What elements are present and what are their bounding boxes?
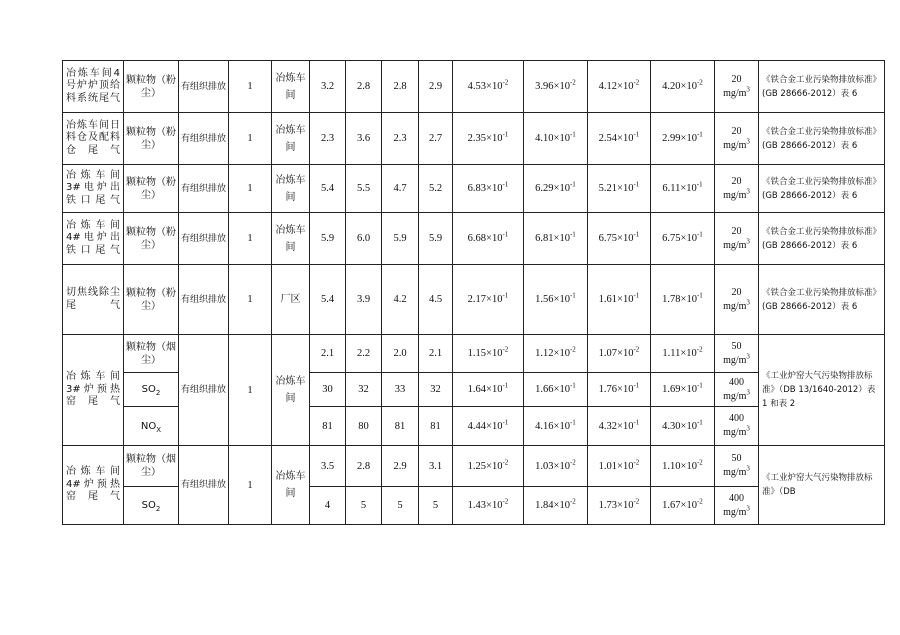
pollutant-subscript: 2 (155, 505, 161, 513)
limit-unit-exponent: 3 (746, 424, 750, 433)
limit-value: 20 (731, 73, 742, 85)
emission-rate (651, 165, 715, 213)
pollutant-name: SO (141, 500, 156, 511)
rate-mantissa: 1.11×10 (662, 348, 697, 359)
rate-mantissa: 1.73×10 (598, 500, 634, 511)
concentration-value: 5 (419, 487, 453, 525)
pollutant-subscript: 2 (155, 389, 161, 397)
limit-value: 400 (729, 376, 744, 388)
limit-unit-exponent: 3 (746, 352, 750, 361)
emission-rate (524, 335, 588, 373)
standard-cell: 《工业炉窑大气污染物排放标准》（DB 13/1640-2012）表 1 和表 2 (759, 335, 885, 446)
limit-value: 50 (731, 453, 742, 464)
pollutant-cell: 颗粒物（粉尘） (124, 61, 179, 113)
concentration-value: 4 (310, 487, 346, 525)
rate-mantissa: 1.43×10 (467, 500, 503, 511)
standard-cell: 《铁合金工业污染物排放标准》(GB 28666-2012）表 6 (759, 113, 885, 165)
concentration-value: 2.0 (382, 335, 419, 373)
emission-rate (453, 446, 524, 487)
outlet-count: 1 (229, 165, 272, 213)
emission-rate (588, 61, 651, 113)
limit-value: 20 (731, 125, 742, 137)
pollutant-cell: 颗粒物（烟尘） (124, 446, 179, 487)
concentration-value: 33 (382, 373, 419, 407)
limit-unit: mg/m (723, 427, 747, 438)
limit-unit: mg/m (723, 239, 747, 251)
emission-rate (524, 487, 588, 525)
rate-exponent: -1 (569, 180, 576, 189)
emission-rate (588, 407, 651, 446)
emission-rate (651, 335, 715, 373)
emission-rate (453, 165, 524, 213)
concentration-value: 5.4 (310, 165, 346, 213)
concentration-value: 5.9 (310, 213, 346, 265)
outlet-count: 1 (229, 113, 272, 165)
rate-exponent: -2 (633, 458, 640, 466)
rate-exponent: -2 (569, 458, 576, 466)
emission-rate (453, 335, 524, 373)
concentration-value: 30 (310, 373, 346, 407)
rate-exponent: -1 (569, 130, 576, 139)
emission-rate (588, 446, 651, 487)
emission-source: 冶炼车间3#电炉出铁口尾气 (63, 165, 124, 213)
rate-mantissa: 1.76×10 (598, 384, 634, 395)
table-row (63, 213, 885, 265)
concentration-value: 5.2 (419, 165, 453, 213)
rate-mantissa: 6.68×10 (467, 233, 503, 244)
limit-unit-exponent: 3 (746, 298, 750, 307)
pollutant-cell (124, 373, 179, 407)
standard-cell: 《铁合金工业污染物排放标准》(GB 28666-2012）表 6 (759, 165, 885, 213)
rate-exponent: -2 (502, 497, 509, 506)
concentration-value: 81 (382, 407, 419, 446)
limit-value: 20 (731, 225, 742, 237)
concentration-value: 5.9 (382, 213, 419, 265)
limit-unit-exponent: 3 (746, 388, 750, 397)
pollutant-subscript: X (156, 425, 162, 434)
concentration-value: 4.2 (382, 265, 419, 335)
limit-unit-exponent: 3 (746, 464, 750, 473)
outlet-count: 1 (229, 335, 272, 446)
emission-rate (588, 373, 651, 407)
emission-rate (524, 165, 588, 213)
table-row (63, 61, 885, 113)
emission-mode: 有组织排放 (179, 446, 229, 525)
concentration-value: 5.9 (419, 213, 453, 265)
location-cell: 冶炼车间 (272, 165, 310, 213)
emission-rate (524, 407, 588, 446)
emission-rate (453, 487, 524, 525)
emission-mode: 有组织排放 (179, 61, 229, 113)
pollutant-cell: 颗粒物（粉尘） (124, 165, 179, 213)
location-cell: 冶炼车间 (272, 61, 310, 113)
rate-exponent: -1 (502, 230, 509, 239)
rate-mantissa: 1.64×10 (467, 384, 503, 395)
rate-mantissa: 1.25×10 (467, 460, 503, 472)
rate-exponent: -2 (696, 458, 703, 466)
rate-exponent: -1 (569, 418, 576, 426)
concentration-value: 2.8 (346, 446, 382, 487)
emission-rate (453, 213, 524, 265)
table-row (63, 165, 885, 213)
pollutant-name: SO (141, 384, 156, 395)
limit-cell (715, 113, 759, 165)
standard-cell: 《工业炉窑大气污染物排放标准》（DB (759, 446, 885, 525)
limit-value: 20 (731, 286, 742, 298)
rate-mantissa: 2.54×10 (598, 133, 634, 144)
rate-mantissa: 4.44×10 (467, 420, 503, 432)
emission-source: 冶炼车间3#炉预热窑尾气 (63, 335, 124, 446)
emission-rate (651, 265, 715, 335)
limit-cell (715, 407, 759, 446)
emission-rate (524, 213, 588, 265)
table-body (63, 61, 885, 525)
rate-exponent: -2 (633, 497, 640, 506)
rate-mantissa: 2.35×10 (467, 133, 503, 144)
limit-unit-exponent: 3 (746, 237, 750, 246)
limit-unit-exponent: 3 (746, 137, 750, 146)
emission-rate (588, 487, 651, 525)
rate-mantissa: 6.75×10 (598, 233, 634, 244)
location-cell: 冶炼车间 (272, 113, 310, 165)
emission-mode: 有组织排放 (179, 213, 229, 265)
emission-source: 冶炼车间4#炉预热窑尾气 (63, 446, 124, 525)
rate-exponent: -2 (502, 458, 509, 466)
limit-unit-exponent: 3 (746, 85, 750, 94)
rate-mantissa: 1.56×10 (535, 294, 570, 305)
rate-exponent: -1 (696, 130, 703, 139)
emission-rate (453, 373, 524, 407)
table-row (63, 265, 885, 335)
emission-rate (524, 61, 588, 113)
limit-value: 50 (731, 340, 742, 352)
limit-value: 20 (731, 175, 742, 187)
rate-mantissa: 2.99×10 (662, 133, 697, 144)
concentration-value: 2.2 (346, 335, 382, 373)
limit-unit: mg/m (723, 354, 747, 366)
emission-rate (651, 407, 715, 446)
limit-unit-exponent: 3 (746, 187, 750, 196)
rate-exponent: -1 (696, 381, 703, 390)
emission-mode: 有组织排放 (179, 335, 229, 446)
emission-rate (453, 407, 524, 446)
emission-source: 冶炼车间4#电炉出铁口尾气 (63, 213, 124, 265)
limit-cell (715, 265, 759, 335)
pollutant-cell: 颗粒物（烟尘） (124, 335, 179, 373)
emission-rate (524, 265, 588, 335)
concentration-value: 3.5 (310, 446, 346, 487)
limit-value: 400 (729, 413, 744, 424)
limit-unit-exponent: 3 (746, 504, 750, 513)
rate-mantissa: 4.16×10 (535, 420, 570, 432)
limit-cell (715, 487, 759, 525)
outlet-count: 1 (229, 265, 272, 335)
concentration-value: 4.5 (419, 265, 453, 335)
emission-source: 冶炼车间4号炉炉顶给料系统尾气 (63, 61, 124, 113)
rate-mantissa: 4.32×10 (598, 420, 634, 432)
emission-rate (588, 213, 651, 265)
rate-mantissa: 6.29×10 (535, 183, 570, 194)
standard-cell: 《铁合金工业污染物排放标准》(GB 28666-2012）表 6 (759, 265, 885, 335)
emission-rate (651, 113, 715, 165)
rate-mantissa: 2.17×10 (467, 294, 503, 305)
limit-unit: mg/m (723, 506, 747, 518)
rate-exponent: -1 (569, 230, 576, 239)
rate-mantissa: 3.96×10 (535, 81, 570, 92)
rate-exponent: -2 (633, 345, 640, 354)
emission-source: 冶炼车间日料仓及配料仓尾气 (63, 113, 124, 165)
emission-rate (588, 265, 651, 335)
concentration-value: 3.2 (310, 61, 346, 113)
emission-rate (453, 265, 524, 335)
pollutant-cell (124, 407, 179, 446)
limit-cell (715, 61, 759, 113)
rate-exponent: -1 (569, 381, 576, 390)
location-cell: 冶炼车间 (272, 335, 310, 446)
emission-rate (588, 335, 651, 373)
location-cell: 厂区 (272, 265, 310, 335)
rate-exponent: -2 (502, 78, 509, 87)
outlet-count: 1 (229, 213, 272, 265)
rate-exponent: -1 (633, 130, 640, 139)
concentration-value: 5 (346, 487, 382, 525)
pollutant-cell: 颗粒物（粉尘） (124, 213, 179, 265)
rate-exponent: -1 (696, 291, 703, 300)
concentration-value: 5.5 (346, 165, 382, 213)
rate-mantissa: 1.67×10 (662, 500, 697, 511)
rate-mantissa: 1.10×10 (662, 460, 697, 472)
limit-unit: mg/m (723, 467, 747, 478)
emission-rate (588, 165, 651, 213)
emission-rate (524, 113, 588, 165)
concentration-value: 2.7 (419, 113, 453, 165)
concentration-value: 2.8 (346, 61, 382, 113)
limit-cell (715, 165, 759, 213)
rate-exponent: -1 (502, 418, 509, 426)
rate-exponent: -1 (569, 291, 576, 300)
limit-cell (715, 446, 759, 487)
rate-mantissa: 1.61×10 (598, 294, 634, 305)
limit-unit: mg/m (723, 390, 747, 402)
rate-exponent: -2 (502, 345, 509, 354)
outlet-count: 1 (229, 446, 272, 525)
pollutant-cell: 颗粒物（粉尘） (124, 265, 179, 335)
limit-cell (715, 213, 759, 265)
rate-mantissa: 1.69×10 (662, 384, 697, 395)
concentration-value: 2.8 (382, 61, 419, 113)
emission-rate (651, 373, 715, 407)
emission-mode: 有组织排放 (179, 113, 229, 165)
pollutant-cell: 颗粒物（粉尘） (124, 113, 179, 165)
rate-exponent: -1 (696, 230, 703, 239)
concentration-value: 81 (310, 407, 346, 446)
concentration-value: 32 (419, 373, 453, 407)
emission-mode: 有组织排放 (179, 165, 229, 213)
rate-mantissa: 6.75×10 (662, 233, 697, 244)
emission-rate (651, 487, 715, 525)
table-row (63, 335, 885, 373)
rate-exponent: -1 (696, 418, 703, 426)
rate-exponent: -1 (633, 230, 640, 239)
table-row (63, 446, 885, 487)
rate-mantissa: 1.78×10 (662, 294, 697, 305)
concentration-value: 80 (346, 407, 382, 446)
emission-rate (651, 446, 715, 487)
emission-rate (524, 373, 588, 407)
limit-unit: mg/m (723, 300, 747, 312)
rate-mantissa: 1.15×10 (467, 348, 503, 359)
concentration-value: 2.9 (419, 61, 453, 113)
concentration-value: 5 (382, 487, 419, 525)
concentration-value: 81 (419, 407, 453, 446)
emission-rate (588, 113, 651, 165)
concentration-value: 5.4 (310, 265, 346, 335)
concentration-value: 6.0 (346, 213, 382, 265)
rate-mantissa: 4.30×10 (662, 420, 697, 432)
concentration-value: 3.9 (346, 265, 382, 335)
emission-monitoring-table (62, 60, 885, 525)
rate-exponent: -2 (696, 497, 703, 506)
rate-exponent: -1 (633, 291, 640, 300)
rate-exponent: -1 (502, 381, 509, 390)
limit-unit: mg/m (723, 189, 747, 201)
rate-exponent: -1 (502, 291, 509, 300)
concentration-value: 32 (346, 373, 382, 407)
concentration-value: 3.6 (346, 113, 382, 165)
outlet-count: 1 (229, 61, 272, 113)
rate-mantissa: 1.01×10 (598, 460, 634, 472)
concentration-value: 4.7 (382, 165, 419, 213)
table-row (63, 113, 885, 165)
standard-cell: 《铁合金工业污染物排放标准》(GB 28666-2012）表 6 (759, 213, 885, 265)
concentration-value: 2.9 (382, 446, 419, 487)
emission-rate (453, 61, 524, 113)
emission-rate (651, 61, 715, 113)
rate-exponent: -1 (633, 418, 640, 426)
rate-mantissa: 6.81×10 (535, 233, 570, 244)
emission-source: 切焦线除尘尾气 (63, 265, 124, 335)
emission-rate (453, 113, 524, 165)
rate-mantissa: 4.53×10 (467, 81, 503, 92)
rate-exponent: -1 (633, 381, 640, 390)
rate-mantissa: 4.10×10 (535, 133, 570, 144)
rate-exponent: -2 (696, 78, 703, 87)
pollutant-name: NO (140, 420, 157, 432)
emission-rate (651, 213, 715, 265)
rate-exponent: -2 (569, 78, 576, 87)
concentration-value: 2.1 (419, 335, 453, 373)
rate-mantissa: 1.66×10 (535, 384, 570, 395)
rate-mantissa: 6.83×10 (467, 183, 503, 194)
concentration-value: 3.1 (419, 446, 453, 487)
rate-exponent: -1 (502, 130, 509, 139)
pollutant-cell (124, 487, 179, 525)
rate-mantissa: 5.21×10 (598, 183, 634, 194)
rate-exponent: -1 (502, 180, 509, 189)
rate-exponent: -2 (696, 345, 703, 354)
rate-mantissa: 1.12×10 (535, 348, 570, 359)
location-cell: 冶炼车间 (272, 446, 310, 525)
rate-mantissa: 1.07×10 (598, 348, 634, 359)
rate-exponent: -1 (633, 180, 640, 189)
limit-cell (715, 335, 759, 373)
rate-exponent: -2 (633, 78, 640, 87)
rate-mantissa: 4.20×10 (662, 81, 697, 92)
concentration-value: 2.3 (382, 113, 419, 165)
concentration-value: 2.3 (310, 113, 346, 165)
emission-rate (524, 446, 588, 487)
limit-unit: mg/m (723, 139, 747, 151)
concentration-value: 2.1 (310, 335, 346, 373)
limit-cell (715, 373, 759, 407)
limit-unit: mg/m (723, 87, 747, 99)
rate-mantissa: 1.03×10 (535, 460, 570, 472)
rate-exponent: -1 (696, 180, 703, 189)
rate-mantissa: 6.11×10 (662, 183, 697, 194)
rate-exponent: -2 (569, 345, 576, 354)
limit-value: 400 (729, 492, 744, 504)
rate-exponent: -2 (569, 497, 576, 506)
rate-mantissa: 4.12×10 (598, 81, 634, 92)
location-cell: 冶炼车间 (272, 213, 310, 265)
rate-mantissa: 1.84×10 (535, 500, 570, 511)
emission-mode: 有组织排放 (179, 265, 229, 335)
standard-cell: 《铁合金工业污染物排放标准》(GB 28666-2012）表 6 (759, 61, 885, 113)
